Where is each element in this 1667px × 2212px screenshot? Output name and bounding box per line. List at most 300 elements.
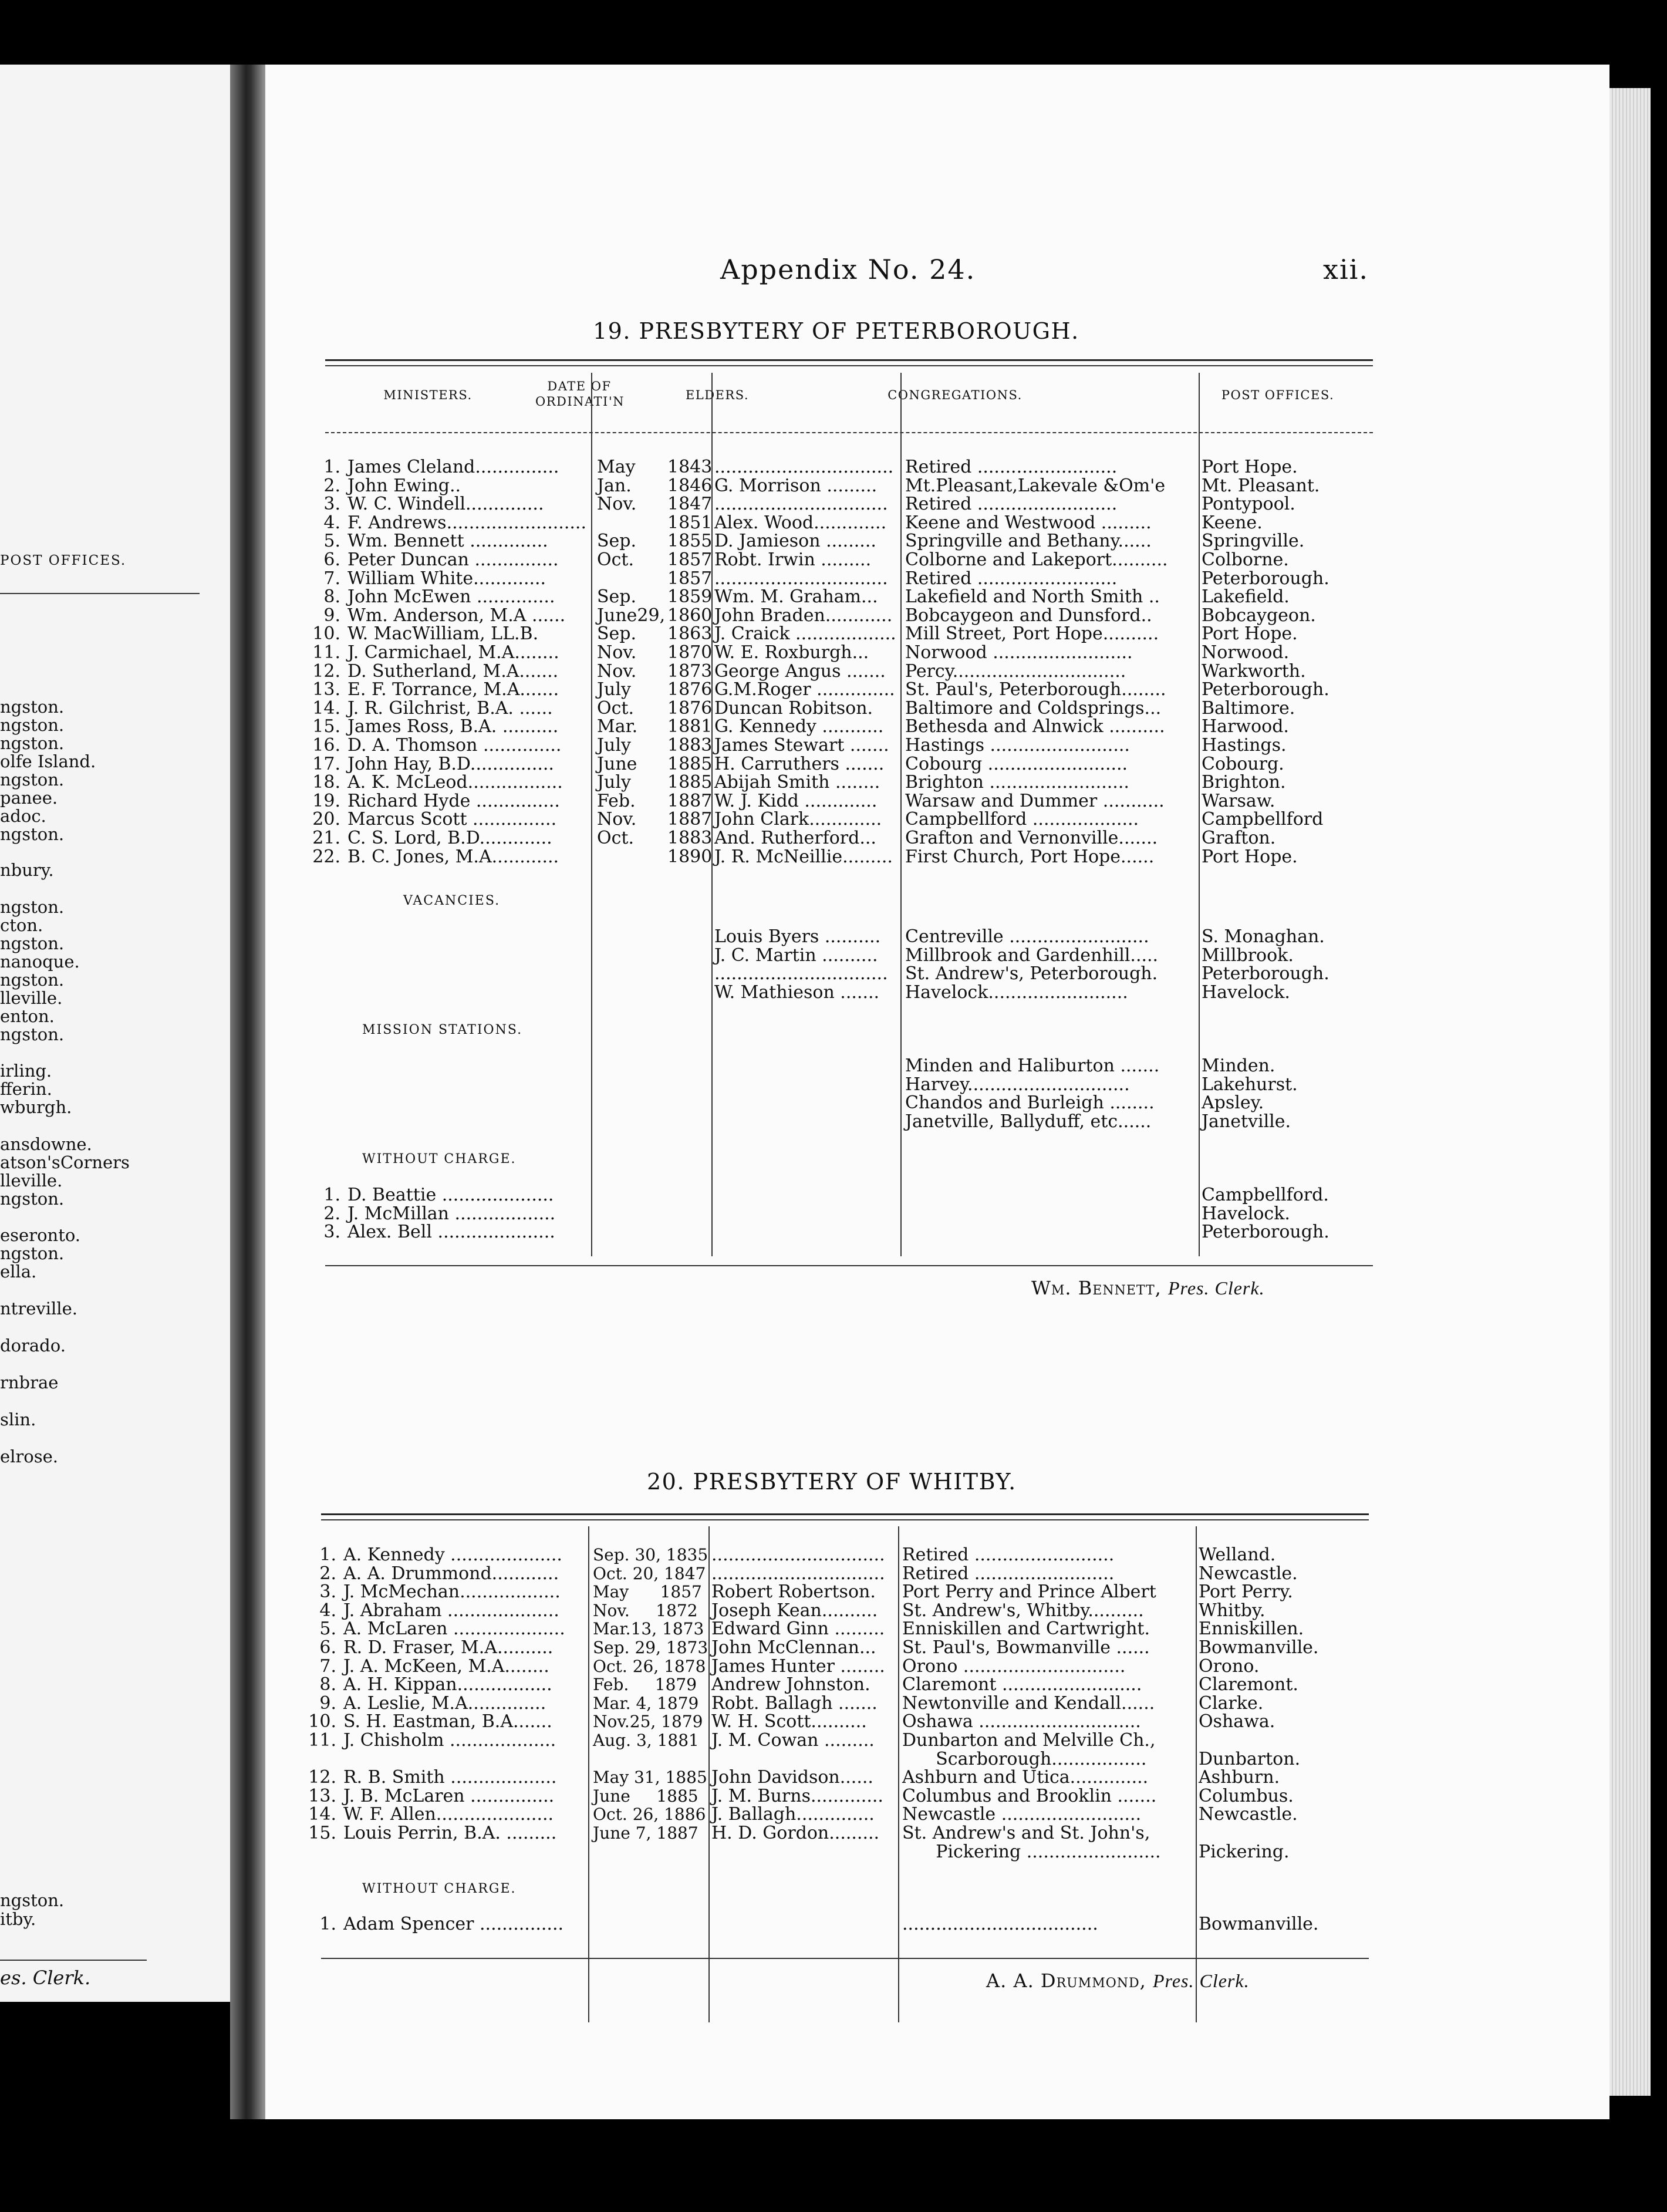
minister-name: Richard Hyde ............... <box>347 790 560 811</box>
post-office: Columbus. <box>1199 1785 1294 1806</box>
post-office: Welland. <box>1199 1545 1276 1565</box>
whitby-clerk-title: Pres. Clerk. <box>1153 1970 1250 1991</box>
ordination-year: 1890 <box>667 846 713 867</box>
minister-name: D. A. Thomson .............. <box>347 735 562 756</box>
post-office: Bobcaygeon. <box>1202 605 1316 626</box>
left-post-office: nanoque. <box>0 952 80 972</box>
row-number: 19. <box>312 790 340 811</box>
ordination-date: May 31, 1885 <box>593 1768 707 1788</box>
ordination-month: July <box>597 679 631 700</box>
post-office: Lakehurst. <box>1202 1074 1298 1095</box>
left-post-office: cton. <box>0 915 43 935</box>
congregation: Retired ......................... <box>905 568 1118 589</box>
ordination-year: 1887 <box>667 790 713 811</box>
ordination-month: June29, <box>597 605 666 626</box>
minister-row <box>265 551 1381 569</box>
appendix-title: Appendix No. 24. <box>720 254 976 285</box>
minister-row <box>265 1824 1381 1843</box>
congregation: Springville and Bethany...... <box>905 531 1152 552</box>
minister-row <box>265 755 1381 774</box>
congregation: St. Andrew's, Peterborough. <box>905 963 1158 984</box>
left-post-office: ngston. <box>0 824 65 844</box>
row-number: 1. <box>319 1545 336 1565</box>
minister-name: J. A. McKeen, M.A........ <box>343 1655 549 1677</box>
ordination-month: Oct. <box>597 697 634 719</box>
row-number: 3. <box>323 1222 340 1243</box>
minister-row <box>265 1546 1381 1564</box>
congregation: St. Paul's, Bowmanville ...... <box>902 1637 1150 1658</box>
post-office: Campbellford <box>1202 809 1324 830</box>
ordination-date: June 1885 <box>593 1786 698 1806</box>
congregation: Scarborough................. <box>902 1748 1147 1769</box>
post-office: Pontypool. <box>1202 494 1295 515</box>
left-post-office: elrose. <box>0 1446 59 1466</box>
post-office: S. Monaghan. <box>1202 926 1325 947</box>
elder-name: ............................... <box>711 1563 885 1584</box>
elder-name: Edward Ginn ......... <box>711 1618 885 1640</box>
ordination-year: 1885 <box>667 753 713 774</box>
congregation: Claremont ......................... <box>902 1674 1142 1695</box>
ordination-month: June <box>597 753 637 774</box>
page-edges <box>1609 88 1651 2096</box>
peterborough-top-rule-2 <box>325 365 1373 366</box>
post-office: Port Hope. <box>1202 623 1298 645</box>
left-post-office: lleville. <box>0 1171 63 1191</box>
row-number: 18. <box>312 772 340 793</box>
ordination-month: Nov. <box>597 494 637 515</box>
ordination-year: 1851 <box>667 512 713 533</box>
peterborough-title: 19. PRESBYTERY OF PETERBOROUGH. <box>593 318 1079 344</box>
minister-name: F. Andrews......................... <box>347 512 586 533</box>
minister-name: R. B. Smith ................... <box>343 1767 557 1788</box>
post-office: Bowmanville. <box>1199 1914 1319 1934</box>
post-office: Newcastle. <box>1199 1563 1298 1584</box>
post-office: Minden. <box>1202 1056 1275 1076</box>
left-post-office: ngston. <box>0 970 65 990</box>
post-office: Clarke. <box>1199 1692 1264 1714</box>
ordination-year: 1876 <box>667 697 713 719</box>
ordination-date: Nov. 1872 <box>593 1600 698 1620</box>
minister-row <box>265 717 1381 736</box>
book-gutter <box>230 65 265 2119</box>
elder-name: James Stewart ....... <box>714 735 889 756</box>
post-office: Millbrook. <box>1202 945 1294 966</box>
elder-name: Duncan Robitson. <box>714 697 873 719</box>
minister-name: William White............. <box>347 568 546 589</box>
row-number: 15. <box>312 716 340 737</box>
congregation: First Church, Port Hope...... <box>905 846 1155 867</box>
congregation: Grafton and Vernonville....... <box>905 828 1158 848</box>
peterborough-clerk-title: Pres. Clerk. <box>1168 1277 1265 1299</box>
post-office: Lakefield. <box>1202 586 1290 608</box>
page-number: xii. <box>1323 254 1369 285</box>
post-office: Enniskillen. <box>1199 1618 1304 1640</box>
congregation: Mill Street, Port Hope.......... <box>905 623 1159 645</box>
mission-row <box>265 1057 1381 1075</box>
elder-name: John Davidson...... <box>711 1767 873 1788</box>
elder-name: Andrew Johnston. <box>711 1674 870 1695</box>
ordination-date: Sep. 30, 1835 <box>593 1545 708 1564</box>
congregation: Ashburn and Utica.............. <box>902 1767 1149 1788</box>
elder-name: ............................... <box>714 568 888 589</box>
congregation: Harvey............................. <box>905 1074 1130 1095</box>
minister-row <box>265 458 1381 477</box>
minister-row <box>265 736 1381 755</box>
elder-name: ............................... <box>714 494 888 515</box>
ordination-year: 1883 <box>667 828 713 848</box>
row-number: 1. <box>323 1185 340 1205</box>
congregation: Port Perry and Prince Albert <box>902 1582 1156 1603</box>
row-number: 15. <box>308 1823 336 1843</box>
minister-row <box>265 699 1381 718</box>
minister-row <box>265 773 1381 792</box>
ordination-date: May 1857 <box>593 1582 702 1602</box>
congregation: Enniskillen and Cartwright. <box>902 1618 1150 1640</box>
minister-name: J. Abraham .................... <box>343 1600 559 1621</box>
left-post-office: ntreville. <box>0 1299 77 1319</box>
left-post-office: ngston. <box>0 897 65 917</box>
peterborough-bottom-rule <box>325 1265 1373 1266</box>
left-post-office: eseronto. <box>0 1225 81 1245</box>
minister-row <box>265 477 1381 495</box>
left-post-office: adoc. <box>0 806 46 826</box>
congregation: Bethesda and Alnwick .......... <box>905 716 1165 737</box>
vacancy-row <box>265 983 1381 1002</box>
row-number: 13. <box>308 1785 336 1806</box>
left-post-office: fferin. <box>0 1079 52 1099</box>
minister-row <box>265 1638 1381 1657</box>
minister-row <box>265 569 1381 588</box>
minister-name: C. S. Lord, B.D............. <box>347 828 552 848</box>
post-office: Norwood. <box>1202 642 1290 663</box>
elder-name: G. Morrison ......... <box>714 475 878 496</box>
congregation: Retired ......................... <box>902 1563 1115 1584</box>
post-office: Apsley. <box>1202 1092 1264 1114</box>
minister-name: J. McMechan.................. <box>343 1582 561 1603</box>
elder-name: J. Ballagh.............. <box>711 1804 875 1825</box>
ordination-year: 1857 <box>667 568 713 589</box>
congregation: Millbrook and Gardenhill..... <box>905 945 1159 966</box>
ordination-month: Oct. <box>597 549 634 570</box>
ordination-month: Sep. <box>597 623 637 645</box>
elder-name: ............................... <box>714 963 888 984</box>
without-charge-row <box>265 1223 1381 1242</box>
peterborough-clerk <box>1031 1277 1265 1299</box>
congregation: Pickering ........................ <box>902 1841 1161 1862</box>
elder-name: J. M. Cowan ......... <box>711 1730 875 1751</box>
left-post-office: olfe Island. <box>0 751 96 771</box>
elder-name: Wm. M. Graham... <box>714 586 878 608</box>
minister-row <box>265 1694 1381 1713</box>
minister-name: A. Leslie, M.A.............. <box>343 1692 546 1714</box>
ordination-year: 1863 <box>667 623 713 645</box>
ordination-month: Sep. <box>597 531 637 552</box>
minister-row <box>265 792 1381 811</box>
congregation: Dunbarton and Melville Ch., <box>902 1730 1156 1751</box>
minister-row <box>265 1843 1381 1862</box>
col-date <box>535 379 623 409</box>
minister-name: R. D. Fraser, M.A.......... <box>343 1637 554 1658</box>
ordination-year: 1847 <box>667 494 713 515</box>
minister-name: W. C. Windell.............. <box>347 494 544 515</box>
minister-row <box>265 1620 1381 1638</box>
ordination-month: Nov. <box>597 660 637 682</box>
minister-name: John Ewing.. <box>347 475 461 496</box>
congregation: St. Andrew's and St. John's, <box>902 1823 1150 1843</box>
minister-row <box>265 1564 1381 1583</box>
elder-name: W. J. Kidd ............. <box>714 790 878 811</box>
left-post-office: dorado. <box>0 1336 66 1355</box>
elder-name: H. Carruthers ....... <box>714 753 885 774</box>
minister-name: W. F. Allen..................... <box>343 1804 554 1825</box>
ordination-month: Sep. <box>597 586 637 608</box>
elder-name: John Clark............. <box>714 809 882 830</box>
row-number: 9. <box>319 1692 336 1714</box>
left-post-office: ngston. <box>0 770 65 790</box>
post-office: Keene. <box>1202 512 1263 533</box>
minister-name: Wm. Anderson, M.A ...... <box>347 605 566 626</box>
header-bottom-rule <box>325 432 1373 433</box>
left-post-office: ngston. <box>0 1243 65 1263</box>
congregation: Cobourg ......................... <box>905 753 1128 774</box>
ordination-date: June 7, 1887 <box>593 1823 698 1843</box>
post-office: Havelock. <box>1202 1203 1290 1224</box>
col-elders: ELDERS. <box>685 388 750 402</box>
elder-name: ............................... <box>711 1545 885 1565</box>
minister-row <box>265 588 1381 606</box>
minister-row <box>265 848 1381 866</box>
congregation: Norwood ......................... <box>905 642 1133 663</box>
col-ministers: MINISTERS. <box>383 388 473 402</box>
congregation: Havelock......................... <box>905 982 1128 1003</box>
minister-row <box>265 1657 1381 1676</box>
left-post-office: panee. <box>0 788 58 808</box>
row-number: 14. <box>312 697 340 719</box>
row-number: 7. <box>319 1655 336 1677</box>
elder-name: George Angus ....... <box>714 660 886 682</box>
without-charge-row <box>265 1205 1381 1223</box>
ordination-year: 1857 <box>667 549 713 570</box>
col-post-offices: POST OFFICES. <box>1221 388 1335 402</box>
left-post-office: slin. <box>0 1410 36 1429</box>
left-post-office: ngston. <box>0 715 65 735</box>
row-number: 7. <box>323 568 340 589</box>
ordination-month: Feb. <box>597 790 636 811</box>
elder-name: J. M. Burns............. <box>711 1785 883 1806</box>
minister-name: Peter Duncan ............... <box>347 549 559 570</box>
elder-name: Louis Byers .......... <box>714 926 881 947</box>
elder-name: D. Jamieson ......... <box>714 531 876 552</box>
post-office: Pickering. <box>1199 1841 1290 1862</box>
post-office: Baltimore. <box>1202 697 1295 719</box>
congregation: St. Andrew's, Whitby.......... <box>902 1600 1144 1621</box>
post-office: Warkworth. <box>1202 660 1306 682</box>
minister-name: E. F. Torrance, M.A....... <box>347 679 559 700</box>
row-number: 16. <box>312 735 340 756</box>
minister-name: A. K. McLeod................. <box>347 772 563 793</box>
ordination-year: 1887 <box>667 809 713 830</box>
elder-name: J. Craick .................. <box>714 623 896 645</box>
mission-row <box>265 1094 1381 1112</box>
minister-row <box>265 495 1381 514</box>
row-number: 3. <box>319 1582 336 1603</box>
minister-name: B. C. Jones, M.A............ <box>347 846 559 867</box>
congregation: Warsaw and Dummer ........... <box>905 790 1165 811</box>
minister-name: Alex. Bell ..................... <box>347 1222 555 1243</box>
ordination-year: 1876 <box>667 679 713 700</box>
ordination-date: Nov.25, 1879 <box>593 1712 703 1732</box>
post-office: Bowmanville. <box>1199 1637 1319 1658</box>
left-post-office: nbury. <box>0 860 54 880</box>
congregation: St. Paul's, Peterborough........ <box>905 679 1166 700</box>
row-number: 3. <box>323 494 340 515</box>
minister-name: John Hay, B.D............... <box>347 753 554 774</box>
post-office: Port Perry. <box>1199 1582 1293 1603</box>
ordination-date: Oct. 26, 1878 <box>593 1656 706 1676</box>
row-number: 11. <box>312 642 340 663</box>
ordination-date: Aug. 3, 1881 <box>593 1731 699 1750</box>
ordination-year: 1881 <box>667 716 713 737</box>
ordination-year: 1843 <box>667 457 713 477</box>
post-office: Dunbarton. <box>1199 1748 1301 1769</box>
whitby-title: 20. PRESBYTERY OF WHITBY. <box>647 1469 1017 1495</box>
congregation: Newtonville and Kendall...... <box>902 1692 1155 1714</box>
without-charge-row <box>265 1186 1381 1205</box>
post-office: Ashburn. <box>1199 1767 1280 1788</box>
left-post-office: rnbrae <box>0 1373 59 1392</box>
row-number: 5. <box>319 1618 336 1640</box>
row-number: 21. <box>312 828 340 848</box>
minister-name: Adam Spencer ............... <box>343 1914 564 1934</box>
left-post-office: ngston. <box>0 1890 65 1910</box>
ordination-year: 1883 <box>667 735 713 756</box>
ordination-year: 1870 <box>667 642 713 663</box>
elder-name: John McClennan... <box>711 1637 876 1658</box>
minister-row <box>265 606 1381 625</box>
congregation: Brighton ......................... <box>905 772 1129 793</box>
post-office: Springville. <box>1202 531 1305 552</box>
post-office: Whitby. <box>1199 1600 1266 1621</box>
congregation: ................................... <box>902 1914 1098 1934</box>
elder-name: Robt. Irwin ......... <box>714 549 872 570</box>
whitby-clerk <box>986 1970 1250 1992</box>
minister-row <box>265 1712 1381 1731</box>
post-office: Havelock. <box>1202 982 1290 1003</box>
whitby-bottom-rule <box>321 1958 1369 1959</box>
ordination-year: 1860 <box>667 605 713 626</box>
row-number: 9. <box>323 605 340 626</box>
left-facing-page <box>0 65 230 2002</box>
congregation: Lakefield and North Smith .. <box>905 586 1160 608</box>
whitby-clerk-name: A. A. Drummond, <box>986 1970 1146 1992</box>
ordination-year: 1855 <box>667 531 713 552</box>
col-date-line2: ORDINATI'N <box>535 394 625 409</box>
minister-row <box>265 662 1381 681</box>
ordination-month: Oct. <box>597 828 634 848</box>
post-office: Brighton. <box>1202 772 1286 793</box>
ordination-month: Nov. <box>597 809 637 830</box>
left-post-office: atson'sCorners <box>0 1152 130 1172</box>
elder-name: W. E. Roxburgh... <box>714 642 869 663</box>
minister-name: Wm. Bennett .............. <box>347 531 548 552</box>
without-charge-row <box>265 1915 1381 1934</box>
elder-name: G. Kennedy ........... <box>714 716 884 737</box>
col-date-line1: DATE OF <box>547 379 612 393</box>
ordination-date: Oct. 26, 1886 <box>593 1805 706 1825</box>
post-office: Warsaw. <box>1202 790 1275 811</box>
congregation: Baltimore and Coldsprings... <box>905 697 1162 719</box>
row-number: 14. <box>308 1804 336 1825</box>
post-office: Colborne. <box>1202 549 1289 570</box>
vacancies-label: VACANCIES. <box>403 893 501 908</box>
left-page-clerk: es. Clerk. <box>0 1967 91 1989</box>
row-number: 11. <box>308 1730 336 1751</box>
minister-name: A. Kennedy .................... <box>343 1545 562 1565</box>
row-number: 12. <box>312 660 340 682</box>
minister-name: Marcus Scott ............... <box>347 809 557 830</box>
minister-row <box>265 532 1381 551</box>
row-number: 2. <box>323 475 340 496</box>
mission-stations-label: MISSION STATIONS. <box>362 1023 523 1037</box>
vacancy-row <box>265 928 1381 946</box>
congregation: Percy............................... <box>905 660 1126 682</box>
row-number: 2. <box>319 1563 336 1584</box>
minister-name: W. MacWilliam, LL.B. <box>347 623 539 645</box>
minister-name: S. H. Eastman, B.A....... <box>343 1711 552 1732</box>
ordination-date: Mar. 4, 1879 <box>593 1693 699 1713</box>
row-number: 6. <box>323 549 340 570</box>
post-office: Hastings. <box>1202 735 1287 756</box>
congregation: Minden and Haliburton ....... <box>905 1056 1160 1076</box>
congregation: Orono ............................. <box>902 1655 1126 1677</box>
elder-name: W. H. Scott.......... <box>711 1711 867 1732</box>
minister-row <box>265 1750 1381 1769</box>
elder-name: John Braden............ <box>714 605 893 626</box>
row-number: 13. <box>312 679 340 700</box>
row-number: 10. <box>312 623 340 645</box>
ordination-year: 1873 <box>667 660 713 682</box>
row-number: 5. <box>323 531 340 552</box>
congregation: Retired ......................... <box>905 457 1118 477</box>
elder-name: And. Rutherford... <box>714 828 876 848</box>
minister-name: J. B. McLaren ............... <box>343 1785 555 1806</box>
congregation: Campbellford ................... <box>905 809 1139 830</box>
elder-name: Robt. Ballagh ....... <box>711 1692 878 1714</box>
post-office: Port Hope. <box>1202 846 1298 867</box>
minister-row <box>265 1731 1381 1750</box>
row-number: 4. <box>319 1600 336 1621</box>
left-post-office: ella. <box>0 1262 37 1282</box>
elder-name: Robert Robertson. <box>711 1582 876 1603</box>
mission-row <box>265 1112 1381 1131</box>
minister-row <box>265 643 1381 662</box>
post-office: Claremont. <box>1199 1674 1298 1695</box>
congregation: Retired ......................... <box>905 494 1118 515</box>
elder-name: Joseph Kean.......... <box>711 1600 878 1621</box>
left-post-office: itby. <box>0 1909 36 1929</box>
congregation: Newcastle ......................... <box>902 1804 1142 1825</box>
left-post-office: ngston. <box>0 933 65 953</box>
without-charge-label: WITHOUT CHARGE. <box>362 1152 517 1166</box>
row-number: 8. <box>319 1674 336 1695</box>
post-office: Mt. Pleasant. <box>1202 475 1320 496</box>
minister-row <box>265 1787 1381 1806</box>
mission-row <box>265 1075 1381 1094</box>
minister-name: J. McMillan .................. <box>347 1203 556 1224</box>
left-post-office: ngston. <box>0 733 65 753</box>
elder-name: ................................ <box>714 457 894 477</box>
elder-name: Abijah Smith ........ <box>714 772 880 793</box>
